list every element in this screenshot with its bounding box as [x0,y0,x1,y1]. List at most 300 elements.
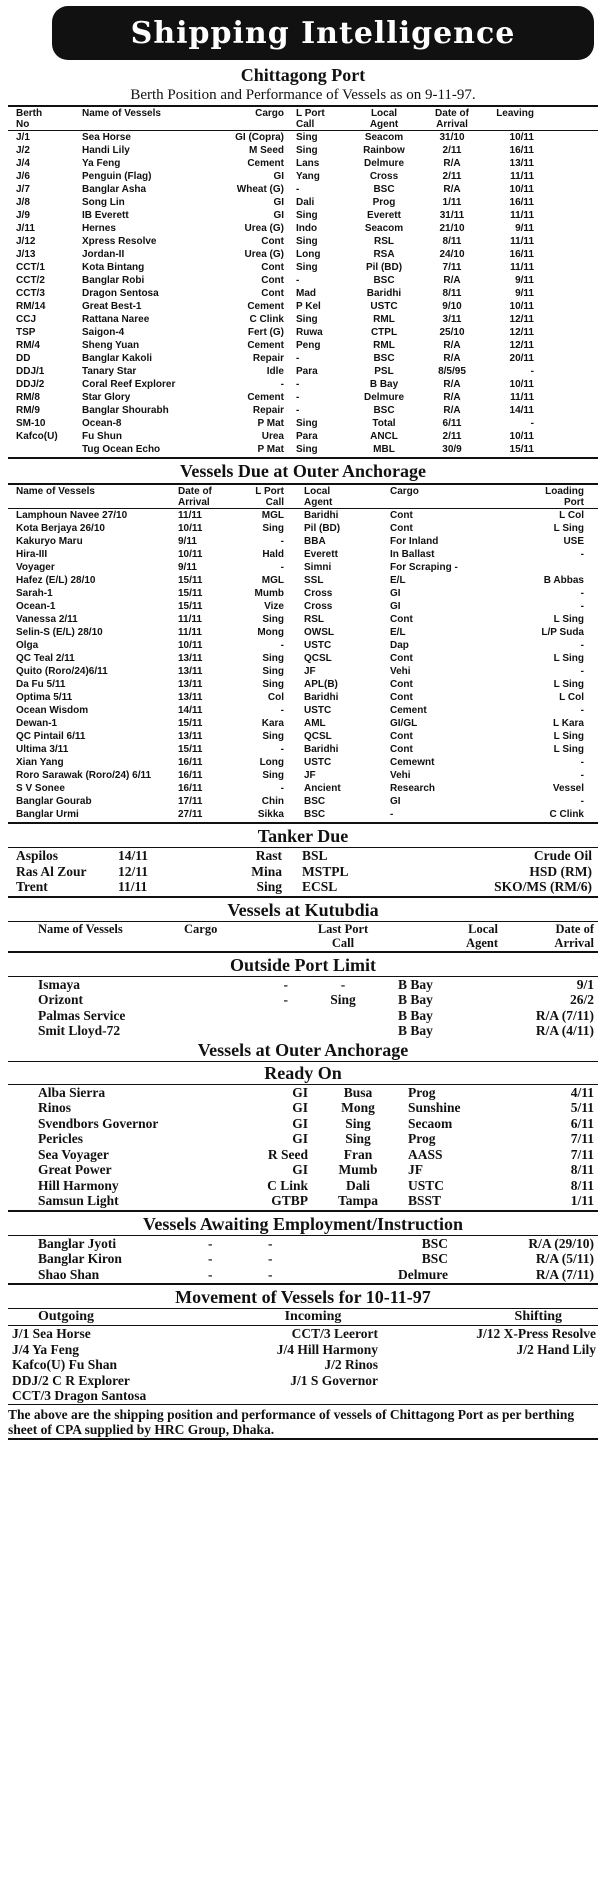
cell: 12/11 [509,314,534,325]
cell: Ancient [304,783,341,794]
cell: GTBP [271,1193,308,1208]
cell: 24/10 [439,249,465,260]
cell: - [280,783,284,794]
cell: Sing [296,418,318,429]
cell: - [208,1266,213,1282]
table-row [8,378,598,391]
cell: Seacom [364,132,404,143]
berth-table [8,108,598,456]
shifting-header: Shifting [514,1309,562,1324]
shifting-list [378,1326,598,1404]
outgoing-item: Kafco(U) Fu Shan [12,1357,118,1372]
cell: QCSL [304,653,332,664]
cell: BSC [373,184,395,195]
cell: 15/11 [178,575,203,586]
cell: Ras Al Zour [16,863,87,879]
cell: L Sing [553,679,584,690]
table-row [8,848,598,864]
cell: Urea [261,431,284,442]
table-row [8,587,598,600]
cell: Cross [304,601,333,612]
incoming-item: CCT/3 Leerort [291,1326,378,1341]
cell: Sing [262,679,284,690]
table-row [8,313,598,326]
cell: R/A [443,353,461,364]
cell: Local Agent [304,486,333,508]
cell: BSC [421,1251,448,1266]
cell: GI (Copra) [235,132,284,143]
cell: USTC [408,1177,445,1193]
cell: Hira-III [16,549,48,560]
cell: R/A (7/11) [535,1266,594,1282]
cell: Chin [261,796,284,807]
cell: Quito (Roro/24)6/11 [16,666,108,677]
outgoing-item: DDJ/2 C R Explorer [12,1372,130,1388]
cell: Da Fu 5/11 [16,679,66,690]
cell: Last Port Call [317,921,369,950]
cell: Cont [390,731,413,742]
cell: Sing [262,653,284,664]
cell: 13/11 [178,731,203,742]
due-table [8,486,598,821]
table-row [8,548,598,561]
cell: Banglar Jyoti [38,1235,117,1251]
cell: Pil (BD) [304,523,341,534]
movement-header [8,1309,598,1325]
table-row [8,404,598,417]
cell: Sarah-1 [16,588,53,599]
cell: 14/11 [509,405,534,416]
cell: Baridhi [304,510,339,521]
table-row [8,300,598,313]
cell: Ya Feng [82,158,121,169]
table-row [8,808,598,821]
cell: Tampa [337,1193,379,1208]
movement-body [8,1326,598,1404]
cell [8,443,82,456]
cell: L Sing [553,731,584,742]
cell: Cargo [390,486,419,497]
cell: Delmure [363,158,404,169]
cell: Sing [262,614,284,625]
cell: Kota Bintang [82,262,145,273]
cell: Sing [296,132,318,143]
cell: - [340,976,346,992]
cell: 16/11 [509,145,534,156]
page-title: Shipping Intelligence [52,6,594,60]
divider [8,1438,598,1440]
cell: Name of Vessels [82,108,161,119]
table-row [8,509,598,522]
cell: Star Glory [82,392,131,403]
cell: L Sing [553,614,584,625]
cell: USTC [304,757,332,768]
cell: P Mat [257,418,284,429]
cell: Roro Sarawak (Roro/24) 6/11 [16,770,152,781]
cell: - [580,796,584,807]
cell: - [580,601,584,612]
table-row [8,170,598,183]
cell: CCT/2 [16,275,45,286]
cell: Crude Oil [533,848,592,863]
cell: Sing [345,1115,371,1131]
cell: Cont [261,236,284,247]
cell: 16/11 [178,783,203,794]
table-row [8,535,598,548]
cell: TSP [16,327,36,338]
cell: Banglar Kiron [38,1251,122,1266]
cell: 6/11 [442,418,462,429]
outside-table [8,977,598,1039]
cell: Kafco(U) [16,431,58,442]
movement-title: Movement of Vessels for 10-11-97 [175,1287,431,1307]
cell: Smit Lloyd-72 [38,1023,121,1038]
cell: 2/11 [442,431,462,442]
cell: Dap [390,640,409,651]
cell: Prog [408,1084,436,1100]
cell: RSA [373,249,395,260]
cell: Sing [296,236,318,247]
cell: L Sing [553,744,584,755]
cell: Tanary Star [82,366,137,377]
cell: Mina [251,863,282,879]
cell: Sing [262,666,284,677]
cell: Lans [296,158,320,169]
cell: Ismaya [38,976,81,992]
cell: Loading Port [545,486,584,508]
kutubdia-title: Vessels at Kutubdia [227,899,379,920]
cell: Hafez (E/L) 28/10 [16,575,96,586]
table-row [8,743,598,756]
cell: Cement [247,392,284,403]
cell: Banglar Kakoli [82,353,153,364]
cell: For Inland [390,536,439,547]
cell [492,561,592,574]
cell: Penguin (Flag) [82,171,152,182]
cell: 8/11 [442,288,462,299]
cell: Handi Lily [82,145,130,156]
cell: 11/11 [178,510,202,521]
cell: CCJ [16,314,37,325]
cell: P Kel [296,301,321,312]
cell: ANCL [370,431,398,442]
awaiting-table [8,1236,598,1283]
cell: Cargo [255,108,284,119]
cell: USTC [304,705,332,716]
cell: Shao Shan [38,1266,100,1282]
cell: 16/11 [178,757,203,768]
cell: Cement [390,705,427,716]
cell: GI [273,197,284,208]
table-row [8,274,598,287]
cell: Cont [390,523,413,534]
table-row [8,430,598,443]
cell: Vehi [390,770,411,781]
cell: QC Pintail 6/11 [16,731,86,742]
cell: P Mat [257,444,284,455]
cell: - [296,405,300,416]
cell: Tug Ocean Echo [82,444,161,455]
cell: L/P Suda [541,627,584,638]
cell: 8/5/95 [438,366,466,377]
cell: RML [373,340,395,351]
cell: J/12 [16,236,36,247]
cell: GI [292,1100,308,1115]
table-row [8,1116,598,1132]
cell: BBA [304,536,326,547]
cell: Repair [252,353,284,364]
cell: - [208,1251,213,1266]
cell: BSC [421,1235,448,1251]
cell [288,1023,398,1039]
cell: J/11 [16,223,35,234]
cell: Trent [16,879,48,894]
cell: GI [273,210,284,221]
cell: 2/11 [442,145,462,156]
cell: J/13 [16,249,36,260]
cell: - [296,184,300,195]
cell: - [580,640,584,651]
cell: Delmure [363,392,404,403]
cell: Mong [341,1100,375,1115]
cell: RML [373,314,395,325]
cell: 25/10 [439,327,465,338]
table-row [8,782,598,795]
cell: Lamphoun Navee 27/10 [16,510,128,521]
cell: R/A [443,392,461,403]
divider [8,951,598,953]
cell: Rast [255,848,282,863]
outside-title: Outside Port Limit [230,954,376,975]
table-row [8,1193,598,1209]
table-row [8,339,598,352]
cell: RM/9 [16,405,40,416]
cell: J/4 [16,158,30,169]
table-row [8,639,598,652]
cell: Ultima 3/11 [16,744,69,755]
cell: Berth No [16,108,43,130]
cell: L Kara [553,718,584,729]
awaiting-title: Vessels Awaiting Employment/Instruction [142,1213,464,1234]
incoming-item: J/2 Rinos [324,1357,378,1372]
cell: Urea (G) [244,249,284,260]
cell: 12/11 [509,327,534,338]
cell: Baridhi [366,288,402,299]
cell: Jordan-II [82,249,125,260]
cell: 27/11 [178,809,203,820]
cell: - [280,562,284,573]
cell: HSD (RM) [529,863,592,879]
table-row [8,1162,598,1178]
ready-table [8,1085,598,1209]
cell: SSL [304,575,324,586]
cell: RM/14 [16,301,46,312]
cell: Dali [345,1177,370,1193]
table-row [8,1100,598,1116]
cell: GI [390,796,401,807]
cell: Rinos [38,1100,72,1115]
cell: Cont [390,653,413,664]
cell: CTPL [370,327,398,338]
cell: 7/11 [442,262,462,273]
cell: Xpress Resolve [82,236,157,247]
cell: SKO/MS (RM/6) [494,879,592,894]
cell: 13/11 [178,692,203,703]
cell: B Bay [398,976,433,992]
cell: - [390,809,394,820]
table-row [8,261,598,274]
cell: 11/11 [510,210,534,221]
cell: AML [304,718,326,729]
cell: B Bay [398,1023,433,1038]
table-row [8,222,598,235]
cell: 16/11 [178,770,203,781]
cell: Total [372,418,396,429]
cell: Banglar Urmi [16,809,79,820]
cell: Hill Harmony [38,1177,119,1193]
cell: RSL [374,236,394,247]
cell: L Col [559,692,584,703]
cell: B Bay [398,1007,433,1023]
cell: Hernes [82,223,116,234]
table-row [8,992,598,1008]
cell: Kota Berjaya 26/10 [16,523,105,534]
table-row [8,157,598,170]
cell: JF [304,770,316,781]
cell [158,1023,288,1039]
table-row [8,678,598,691]
cell: MSTPL [302,863,349,879]
cell: 8/11 [570,1162,594,1177]
cell: Selin-S (E/L) 28/10 [16,627,103,638]
cell: Great Power [38,1162,112,1177]
cell: J/2 [16,145,30,156]
cell: Xian Yang [16,757,64,768]
cell: R/A [443,379,461,390]
cell: 10/11 [509,132,534,143]
cell: 2/11 [442,171,462,182]
cell: Sing [345,1131,371,1146]
cell: Great Best-1 [82,301,142,312]
cell: - [296,353,300,364]
cell: Song Lin [82,197,125,208]
table-row [8,365,598,378]
cell: CCT/3 [16,288,45,299]
outer-anchorage-title: Vessels at Outer Anchorage [197,1039,409,1060]
table-row [8,131,598,144]
cell: 10/11 [509,379,534,390]
cell: Saigon-4 [82,327,125,338]
cell: 8/11 [442,236,462,247]
divider [8,1404,598,1405]
kutubdia-header-row [8,922,598,950]
cell: Cont [390,679,413,690]
cell: APL(B) [304,679,338,690]
cell: R/A (4/11) [535,1023,594,1038]
cell: Coral Reef Explorer [82,379,176,390]
cell: - [268,1235,273,1251]
cell: B Abbas [543,575,584,586]
cell: Vanessa 2/11 [16,614,78,625]
cell: Pericles [38,1131,83,1146]
cell: C Clink [549,809,584,820]
cell: 1/11 [570,1193,594,1208]
cell: Pil (BD) [365,262,403,273]
cell: BSC [304,796,326,807]
cell: Cont [390,510,413,521]
cell: 9/11 [515,275,534,286]
cell: J/6 [16,171,30,182]
footer-note: The above are the shipping position and performance of vessels of Chittagong Port as per berthing sheet of CPA supplied by HRC Group, Dhaka. [8,1406,575,1437]
cell: Simni [304,562,332,573]
table-row [8,183,598,196]
cell: Yang [296,171,320,182]
table-row [8,613,598,626]
cell: J/9 [16,210,30,221]
cell: Cargo [184,921,218,936]
cell: DD [16,353,31,364]
cell: Ocean Wisdom [16,705,89,716]
cell: L Sing [553,523,584,534]
cell: 9/1 [576,976,594,992]
cell: B Bay [369,379,399,390]
cell: Mumb [254,588,284,599]
cell: 13/11 [178,679,203,690]
cell: 12/11 [118,863,149,879]
table-row [8,235,598,248]
cell: Cont [390,692,413,703]
cell: Mumb [338,1162,378,1177]
cell: 4/11 [570,1084,594,1100]
cell: Sing [262,523,284,534]
incoming-list [208,1326,378,1404]
cell: Sheng Yuan [82,340,140,351]
cell: - [530,418,534,429]
cell: Name of Vessels [16,486,95,497]
table-row [8,196,598,209]
cell: 14/11 [178,705,203,716]
cell: 10/11 [178,640,203,651]
cell: - [283,976,288,992]
cell: BSST [408,1193,442,1208]
cell: GI [292,1131,308,1146]
berth-header [8,108,598,130]
cell: USE [563,536,584,547]
cell: 17/11 [178,796,203,807]
cell: Everett [367,210,401,221]
cell: 9/10 [442,301,462,312]
cell: Cement [247,158,284,169]
cell: MGL [261,510,284,521]
cell: - [208,1235,213,1251]
cell: 10/11 [509,431,534,442]
cell: Baridhi [304,744,339,755]
cell: - [296,392,300,403]
cell: 11/11 [178,614,202,625]
divider [8,1283,598,1285]
cell: SM-10 [16,418,46,429]
cell: - [580,666,584,677]
divider [8,1210,598,1212]
cell: Ruwa [296,327,323,338]
cell: 15/11 [509,444,534,455]
table-row [8,691,598,704]
table-row [8,144,598,157]
cell: Seacom [364,223,404,234]
cell: 15/11 [178,601,203,612]
cell: - [280,744,284,755]
cell: 9/11 [178,536,197,547]
